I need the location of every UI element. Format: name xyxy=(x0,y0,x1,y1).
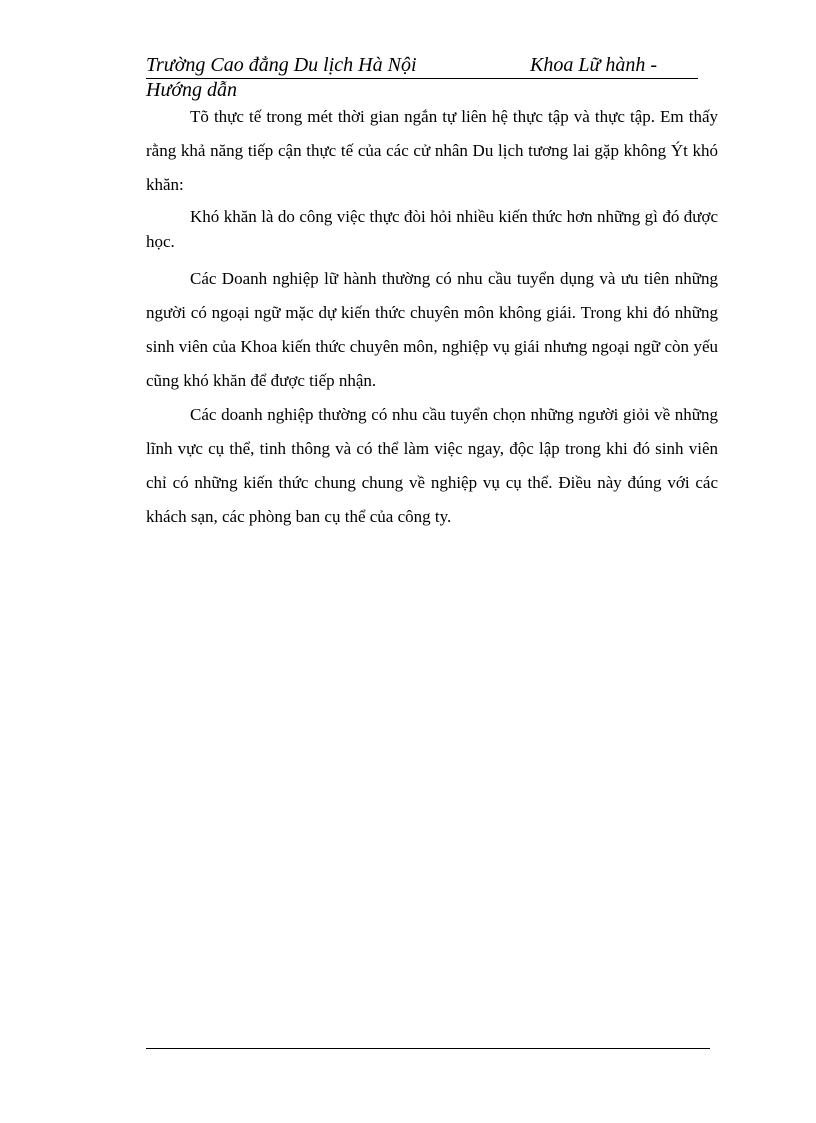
paragraph-2: Khó khăn là do công việc thực đòi hỏi nhiều kiến thức hơn những gì đó được học. xyxy=(146,207,718,251)
document-body xyxy=(146,100,718,534)
paragraph-4: Các doanh nghiệp thường có nhu cầu tuyển chọn những người giỏi về những lĩnh vực cụ thể, tinh thông và có thể làm việc ngay, độc lập trong khi đó sinh viên chỉ có những kiến thức chung chung về nghiệp vụ cụ thể. Điều này đúng với các khách sạn, các phòng ban cụ thể của công ty. xyxy=(146,405,718,526)
header-school-name: Trường Cao đẳng Du lịch Hà Nội xyxy=(146,54,417,76)
header-continuation: Hướng dẫn xyxy=(146,79,238,101)
footer-rule xyxy=(146,1048,710,1049)
header-line xyxy=(146,52,698,79)
page-header xyxy=(146,52,698,101)
paragraph-1: Tõ thực tế trong mét thời gian ngắn tự liên hệ thực tập và thực tập. Em thấy rằng khả năng tiếp cận thực tế của các cử nhân Du lịch tương lai gặp không Ýt khó khăn: xyxy=(146,107,718,194)
paragraph-3: Các Doanh nghiệp lữ hành thường có nhu cầu tuyển dụng và ưu tiên những người có ngoại ngữ mặc dự kiến thức chuyên môn không giái. Trong khi đó những sinh viên của Khoa kiến thức chuyên môn, nghiệp vụ giái nhưng ngoại ngữ còn yếu cũng khó khăn để được tiếp nhận. xyxy=(146,269,718,390)
header-faculty-name: Khoa Lữ hành - xyxy=(530,54,658,76)
